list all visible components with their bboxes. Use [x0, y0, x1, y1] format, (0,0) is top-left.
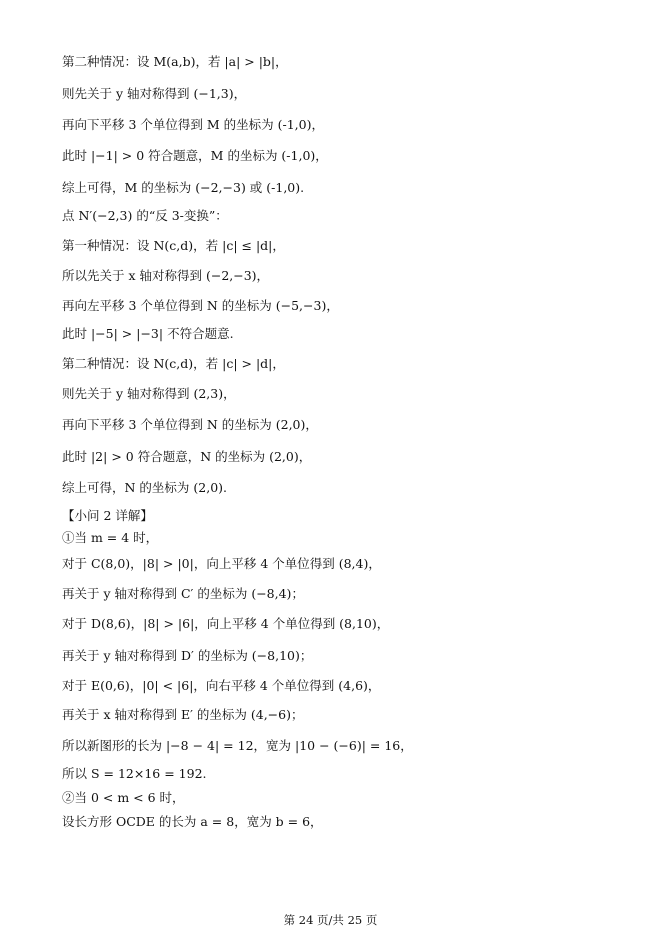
- line-1: 第二种情况：设 M(a,b)，若 |a| > |b|，: [62, 54, 288, 69]
- section-heading: 【小问 2 详解】: [62, 508, 153, 523]
- line-4: 此时 |−1| > 0 符合题意，M 的坐标为 (-1,0)，: [62, 148, 328, 163]
- line-15: 综上可得，N 的坐标为 (2,0).: [62, 480, 227, 495]
- line-9: 再向左平移 3 个单位得到 N 的坐标为 (−5,−3)，: [62, 298, 339, 313]
- line-14: 此时 |2| > 0 符合题意，N 的坐标为 (2,0)，: [62, 449, 312, 464]
- page-footer: 第 24 页/共 25 页: [283, 913, 378, 927]
- line-2: 则先关于 y 轴对称得到 (−1,3)，: [62, 86, 247, 101]
- line-25: 所以 S = 12×16 = 192.: [62, 766, 207, 781]
- line-11: 第二种情况：设 N(c,d)，若 |c| > |d|，: [62, 356, 285, 371]
- line-21: 再关于 y 轴对称得到 D′ 的坐标为 (−8,10)；: [62, 648, 313, 663]
- line-7: 第一种情况：设 N(c,d)，若 |c| ≤ |d|，: [62, 238, 285, 253]
- line-5: 综上可得，M 的坐标为 (−2,−3) 或 (-1,0).: [62, 180, 305, 195]
- line-19: 再关于 y 轴对称得到 C′ 的坐标为 (−8,4)；: [62, 586, 304, 601]
- line-27: 设长方形 OCDE 的长为 a = 8，宽为 b = 6，: [62, 814, 323, 829]
- line-8: 所以先关于 x 轴对称得到 (−2,−3)，: [62, 268, 270, 283]
- line-13: 再向下平移 3 个单位得到 N 的坐标为 (2,0)，: [62, 417, 318, 432]
- line-3: 再向下平移 3 个单位得到 M 的坐标为 (-1,0)，: [62, 117, 324, 132]
- line-17: ①当 m = 4 时，: [62, 530, 159, 545]
- line-18: 对于 C(8,0)，|8| > |0|，向上平移 4 个单位得到 (8,4)，: [62, 556, 381, 571]
- line-10: 此时 |−5| > |−3| 不符合题意.: [62, 326, 234, 341]
- line-12: 则先关于 y 轴对称得到 (2,3)，: [62, 386, 236, 401]
- line-22: 对于 E(0,6)，|0| < |6|，向右平移 4 个单位得到 (4,6)，: [62, 678, 381, 693]
- line-6: 点 N′(−2,3) 的“反 3-变换”：: [62, 208, 228, 223]
- line-26: ②当 0 < m < 6 时，: [62, 790, 185, 805]
- line-20: 对于 D(8,6)，|8| > |6|，向上平移 4 个单位得到 (8,10)，: [62, 616, 390, 631]
- line-24: 所以新图形的长为 |−8 − 4| = 12，宽为 |10 − (−6)| = 16，: [62, 738, 413, 753]
- line-23: 再关于 x 轴对称得到 E′ 的坐标为 (4,−6)；: [62, 707, 304, 722]
